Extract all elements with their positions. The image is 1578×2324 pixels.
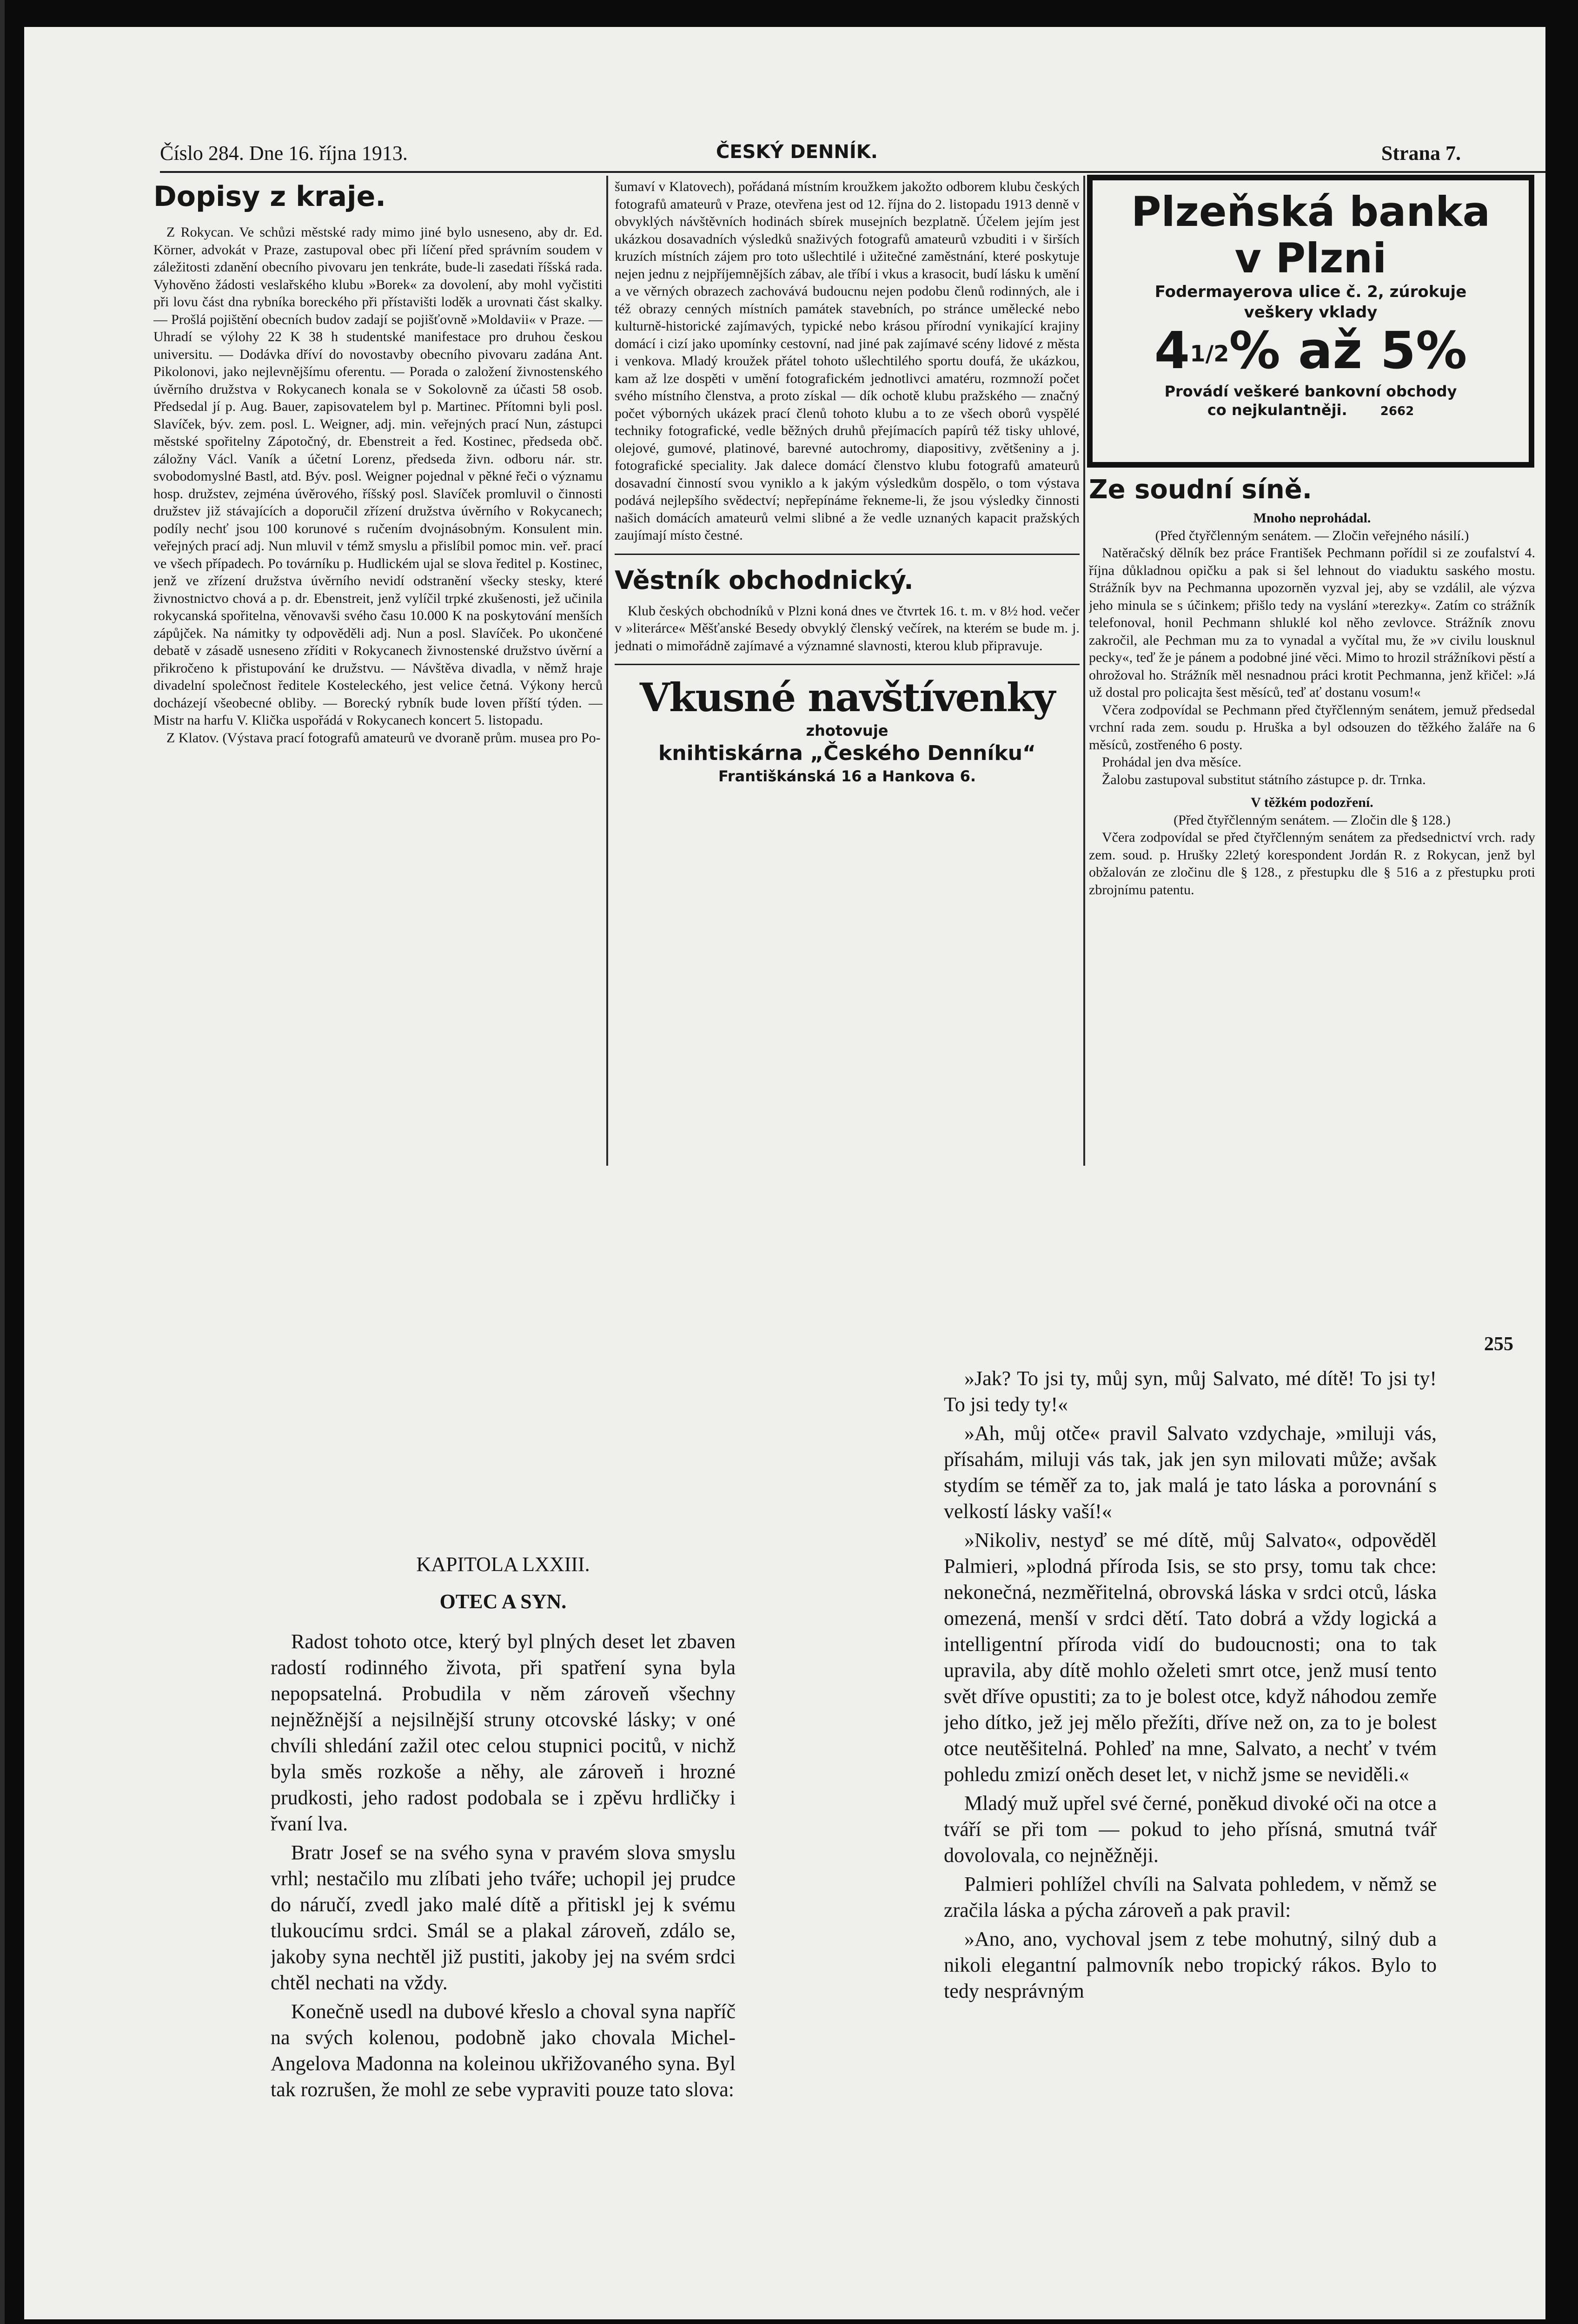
novel-paragraph: »Ah, můj otče« pravil Salvato vzdychaje, »miluji vás, přísahám, miluji vás tak, jak jen syn milovati může; avšak stydím se téměř za to, jak malá je tato láska a porovnání s velkostí lásky vaší!« xyxy=(944,1422,1437,1523)
case-text: Včera zodpovídal se Pechmann před čtyřčlenným senátem, jemuž předsedal vrchní rada zem. soudu p. Hruška a byl odsouzen do těžkého žaláře na 6 měsíců, zostřeného 6 posty. xyxy=(1089,702,1535,753)
novel-left-column xyxy=(271,1552,736,2258)
rate-low: 4 xyxy=(1154,321,1190,380)
bank-name: Plzeňská banka xyxy=(1131,188,1491,236)
bank-deposits: veškery vklady xyxy=(1244,303,1378,322)
novel-paragraph: »Nikoliv, nestyď se mé dítě, můj Salvato«, odpověděl Palmieri, »plodná příroda Isis, se sto prsy, tomu tak chce: nekonečná, nezměřitelná, obrovská láska v srdci otců, láska omezená, menší v srdci dětí. Tato dobrá a vždy logická a intelligentní příroda vidí do budoucnosti; ona to tak upravila, aby dítě mohlo oželeti smrt otce, jenž musí tento svět dříve opustiti; za to je bolest otce, když náhodou zemře jeho dítko, jež jej mělo přežíti, dříve než on, za to je bolest otce neutěšitelná. Pohleď na mne, Salvato, a nechť v tvém pohledu zmizí oněch deset let, v nichž jsme se neviděli.« xyxy=(944,1529,1437,1786)
case-note: (Před čtyřčlenným senátem. — Zločin dle § 128.) xyxy=(1174,812,1451,828)
rate-low-unit: % xyxy=(1229,321,1280,380)
bank-services: Provádí veškeré bankovní obchody xyxy=(1164,382,1457,400)
column-divider xyxy=(1083,176,1085,1166)
section-rule xyxy=(615,554,1080,555)
article-merchants: Klub českých obchodníků v Plzni koná dnes ve čtvrtek 16. t. m. v 8½ hod. večer v »literárce« Měšťanské Besedy obvyklý členský večírek, na kterém se bude m. j. jednati o mimořádně zajímavé a významné slavnosti, kterou klub připravuje. xyxy=(615,603,1080,654)
header-rule xyxy=(160,171,1545,173)
ad-sub: zhotovuje xyxy=(806,722,888,739)
novel-paragraph: »Ano, ano, vychoval jsem z tebe mohutný, silný dub a nikoli elegantní palmovník nebo tropický rákos. Bylo to tedy nesprávným xyxy=(944,1928,1437,2002)
scan-edge xyxy=(0,0,5,2324)
case-note: (Před čtyřčlenným senátem. — Zločin veřejného násilí.) xyxy=(1155,528,1469,543)
bank-services-text: co nejkulantněji. xyxy=(1207,401,1347,419)
bank-address: Fodermayerova ulice č. 2, zúrokuje xyxy=(1154,283,1467,301)
article-klatovy: Z Klatov. (Výstava prací fotografů amateurů ve dvoraně prům. musea pro Po- xyxy=(166,730,601,746)
bank-advertisement xyxy=(1087,175,1534,468)
case-text: Včera zodpovídal se před čtyřčlenným senátem za předsednictví vrch. rady zem. soud. p. Hrušky 22letý korespondent Jordán R. z Rokycan, jenž byl obžalován ze zločinu dle § 128., z přestupku dle § 516 a z přestupku proti zbrojnímu patentu. xyxy=(1089,830,1535,898)
chapter-title: OTEC A SYN. xyxy=(439,1590,567,1613)
novel-paragraph: Konečně usedl na dubové křeslo a choval syna napříč na svých kolenou, podobně jako chovala Michel-Angelova Madonna na koleinou ukřižovaného syna. Byl tak rozrušen, že mohl ze sebe vypraviti pouze tato slova: xyxy=(271,2000,736,2101)
rate-high-unit: % xyxy=(1416,321,1467,380)
advertisement-cards xyxy=(615,674,1080,786)
novel-paragraph: Bratr Josef se na svého syna v pravém slova smyslu vrhl; nestačilo mu zlíbati jeho tváře; uchopil jej prudce do náručí, zvedl jako malé dítě a přitiskl jej k svému tlukoucímu srdci. Smál se a plakal zároveň, zdálo se, jakoby syna nechtěl již pustiti, jakoby jej na svém srdci chtěl nechati na vždy. xyxy=(271,1841,736,1994)
article-exhibition: šumaví v Klatovech), pořádaná místním kroužkem jakožto odborem klubu českých fotografů amateurů v Praze, otevřena jest od 12. října do 2. listopadu 1913 denně v obvyklých návštěvních hodinách sbírek musejních bezplatně. Účelem jejím jest ukázkou dosavadních výsledků snaživých fotografů amateurů vzbuditi i v širších kruzích místních zájem pro toto ušlechtilé i užitečné zaměstnání, které poskytuje nejen jednu z nejpříjemnějších zábav, ale tříbí i vkus a krasocit, budí lásku k umění a ve věrných obrazech zachovává budoucnu nejen podobu členů rodinných, ale i též obrazy cenných místních památek stavebních, po stránce umělecké nebo kulturně-historické zajímavých, typické nebo krásou přírodní vynikající krajiny domácí i cizí jako upomínky cestovní, nad jiné pak zajímavé scény lidové z města i venkova. Mladý kroužek přátel tohoto ušlechtilého sportu doufá, že ukázkou, kam až lze dospěti v umění fotografickém jednotlivci amatéru, rozmnoží počet svého místního členstva, a proto získal — dík ochotě klubu pražského — značný počet výborných ukázek prací členů tohoto klubu a to ze všech oborů vyspělé techniky fotografické, vedle běžných druhů přejímacích papírů též tisky uhlové, olejové, gumové, platinové, barevné autochromy, diapositivy, zvětšeniny a j. fotografické speciality. Jak dalece domácí členstvo klubu fotografů amateurů dosavadní činností svou vyniklo a k jakým výsledkům dospělo, o tom výstava podává nejlepšího svědectví; nepřepínáme řekneme-li, že jsou výsledky činnosti našich domácích amateurů velmi slibné a že vedle uznaných kapacit pražských zaujímají místo čestné. xyxy=(615,179,1080,543)
case-text: Natěračský dělník bez práce František Pechmann pořídil si ze zoufalství 4. října důkladnou opičku a pak si šel lehnout do viaduktu saského mostu. Strážník byv na Pechmanna upozorněn vyzval jej, aby se vzdálil, ale výzva jeho minula se s účinkem; přišlo tedy na vyslání »terezky«. Zatím co strážník telefonoval, honil Pechmann shluklé kol něho zevlovce. Strážník znovu zakročil, ale Pechman mu za to vynadal a vyčítal mu, že »v civilu lousknul pecky«, teď že je pánem a podobné jiné věci. Mimo to hrozil strážníkovi pěstí a ohrožoval ho. Strážník měl nesnadnou práci krotit Pechmanna, jenž křičel: »Já už dostal pro policajta šest měsíců, teď ať dostanu vosum!« xyxy=(1089,545,1535,700)
bank-city: v Plzni xyxy=(1234,234,1387,282)
case-title: V těžkém podozření. xyxy=(1251,795,1373,810)
page-label: Strana 7. xyxy=(1381,142,1461,165)
rate-high: 5 xyxy=(1380,321,1416,380)
column-regional-news xyxy=(153,178,603,1163)
article-rokycany: Z Rokycan. Ve schůzi městské rady mimo jiné bylo usneseno, aby dr. Ed. Körner, advokát v Praze, zastupoval obec při líčení před správním soudem v záležitosti zdanění obecního pivovaru jen tenkráte, bude-li zasedati říšská rada. Vyhověno žádosti veslařského klubu »Borek« za dovolení, aby mohl vyčistiti při lovu část dna rybníka boreckého při přístavišti loděk a urovnati část skalky. — Prošlá pojištění obecních budov zadají se pojišťovně »Moldavii« v Praze. — Uhradí se výlohy 22 K 38 h studentské manifestace pro druhou českou universitu. — Dodávka dříví do novostavby obecního pivovaru zadána Ant. Pikolonovi, jako nejlevnějšímu oferentu. — Porada o založení živnostenského úvěrního družstva v Rokycanech konala se v Sokolovně za účasti 58 osob. Předsedal jí p. Aug. Bauer, zapisovatelem byl p. Martinec. Přítomni byli posl. Slavíček, býv. zem. posl. L. Weigner, adj. min. veřejných prací Nun, zástupci městské spořitelny Zápotočný, dr. Ebenstreit a řed. Kostinec, předseda obč. záložny Václ. Vaník a účetní Lorenz, předseda živn. odboru nár. str. svobodomyslné Bastl, atd. Býv. posl. Weigner pojednal v pěkné řeči o významu hosp. družstev, zejména úvěrového, říšský posl. Slavíček promluvil o činnosti družstev již stávajících a doporučil zřízení družstva úvěrního v Rokycanech; podíly nechť jsou 100 korunové s ručením dvojnásobným. Konsulent min. veřejných prací adj. Nun mluvil v témž smyslu a přislíbil pomoc min. veř. prací ve všech případech. Po továrníku p. Hudlickém ujal se slova ředitel p. Kostinec, jenž ve zřízení družstva úvěrního nevidí odstranění všecky stesky, které živnostnictvo chová a p. dr. Ebenstreit, jenž vylíčil trpké zkušenosti, jež učinila rokycanská spořitelna, věnovavši svého času 10.000 K na poskytování menších zápůjček. Na námitky ty odpověděli adj. Nun a posl. Slavíček. Po ukončené debatě v zásadě usneseno zříditi v Rokycanech živnostenské družstvo úvěrní a přikročeno k přistupování ke družstvu. — Návštěva divadla, v němž hraje divadelní společnost ředitele Kosteleckého, jest velice četná. Výkony herců docházejí všeobecné obliby. — Borecký rybník bude loven příští týden. — Mistr na harfu V. Klička uspořádá v Rokycanech koncert 5. listopadu. xyxy=(153,224,603,728)
newspaper-page xyxy=(24,27,1545,2319)
issue-date: Číslo 284. Dne 16. října 1913. xyxy=(160,142,408,165)
novel-paragraph: Radost tohoto otce, který byl plných deset let zbaven radostí rodinného života, při spatření syna byla nepopsatelná. Probudila v něm zároveň všechny nejněžnější a nejsilnější struny otcovské lásky; v oné chvíli shledání zažil otec celou stupnici pocitů, v nichž byla směs rozkoše a něhy, ale zároveň i hrozné prudkosti, jeho radost podobala se i zpěvu hrdličky i řvaní lva. xyxy=(271,1630,736,1835)
novel-paragraph: »Jak? To jsi ty, můj syn, můj Salvato, mé dítě! To jsi ty! To jsi tedy ty!« xyxy=(944,1367,1437,1416)
ad-code: 2662 xyxy=(1380,404,1414,418)
novel-paragraph: Palmieri pohlížel chvíli na Salvata pohledem, v němž se zračila láska a pýcha zároveň a pak pravil: xyxy=(944,1873,1437,1921)
column-divider xyxy=(606,176,608,1166)
section-rule xyxy=(615,664,1080,665)
rate-low-fraction: 1/2 xyxy=(1190,341,1229,367)
ad-address: Františkánská 16 a Hankova 6. xyxy=(718,767,976,785)
interest-rates xyxy=(1093,323,1529,382)
chapter-label: KAPITOLA LXXIII. xyxy=(416,1553,590,1576)
column-court xyxy=(1089,473,1535,1166)
page-number: 255 xyxy=(1484,1334,1513,1355)
section-heading: Dopisy z kraje. xyxy=(153,180,386,213)
ad-title: Vkusné navštívenky xyxy=(639,674,1055,720)
ad-firm: knihtiskárna „Českého Denníku“ xyxy=(658,741,1036,765)
column-photo-exhibition xyxy=(615,178,1080,1163)
section-heading: Ze soudní síně. xyxy=(1089,475,1313,505)
case-text: Prohádal jen dva měsíce. xyxy=(1102,754,1241,770)
bank-services-2 xyxy=(1093,401,1529,421)
masthead: ČESKÝ DENNÍK. xyxy=(716,141,878,163)
novel-right-column xyxy=(944,1366,1437,2258)
case-title: Mnoho neprohádal. xyxy=(1253,510,1371,526)
case-text: Žalobu zastupoval substitut státního zástupce p. dr. Trnka. xyxy=(1102,772,1426,787)
rate-sep: až xyxy=(1298,321,1363,380)
novel-paragraph: Mladý muž upřel své černé, poněkud divoké oči na otce a tváří se při tom — pokud to jeho přísná, smutná tvář dovolovala, co nejněžněji. xyxy=(944,1792,1437,1867)
section-heading: Věstník obchodnický. xyxy=(615,565,914,595)
